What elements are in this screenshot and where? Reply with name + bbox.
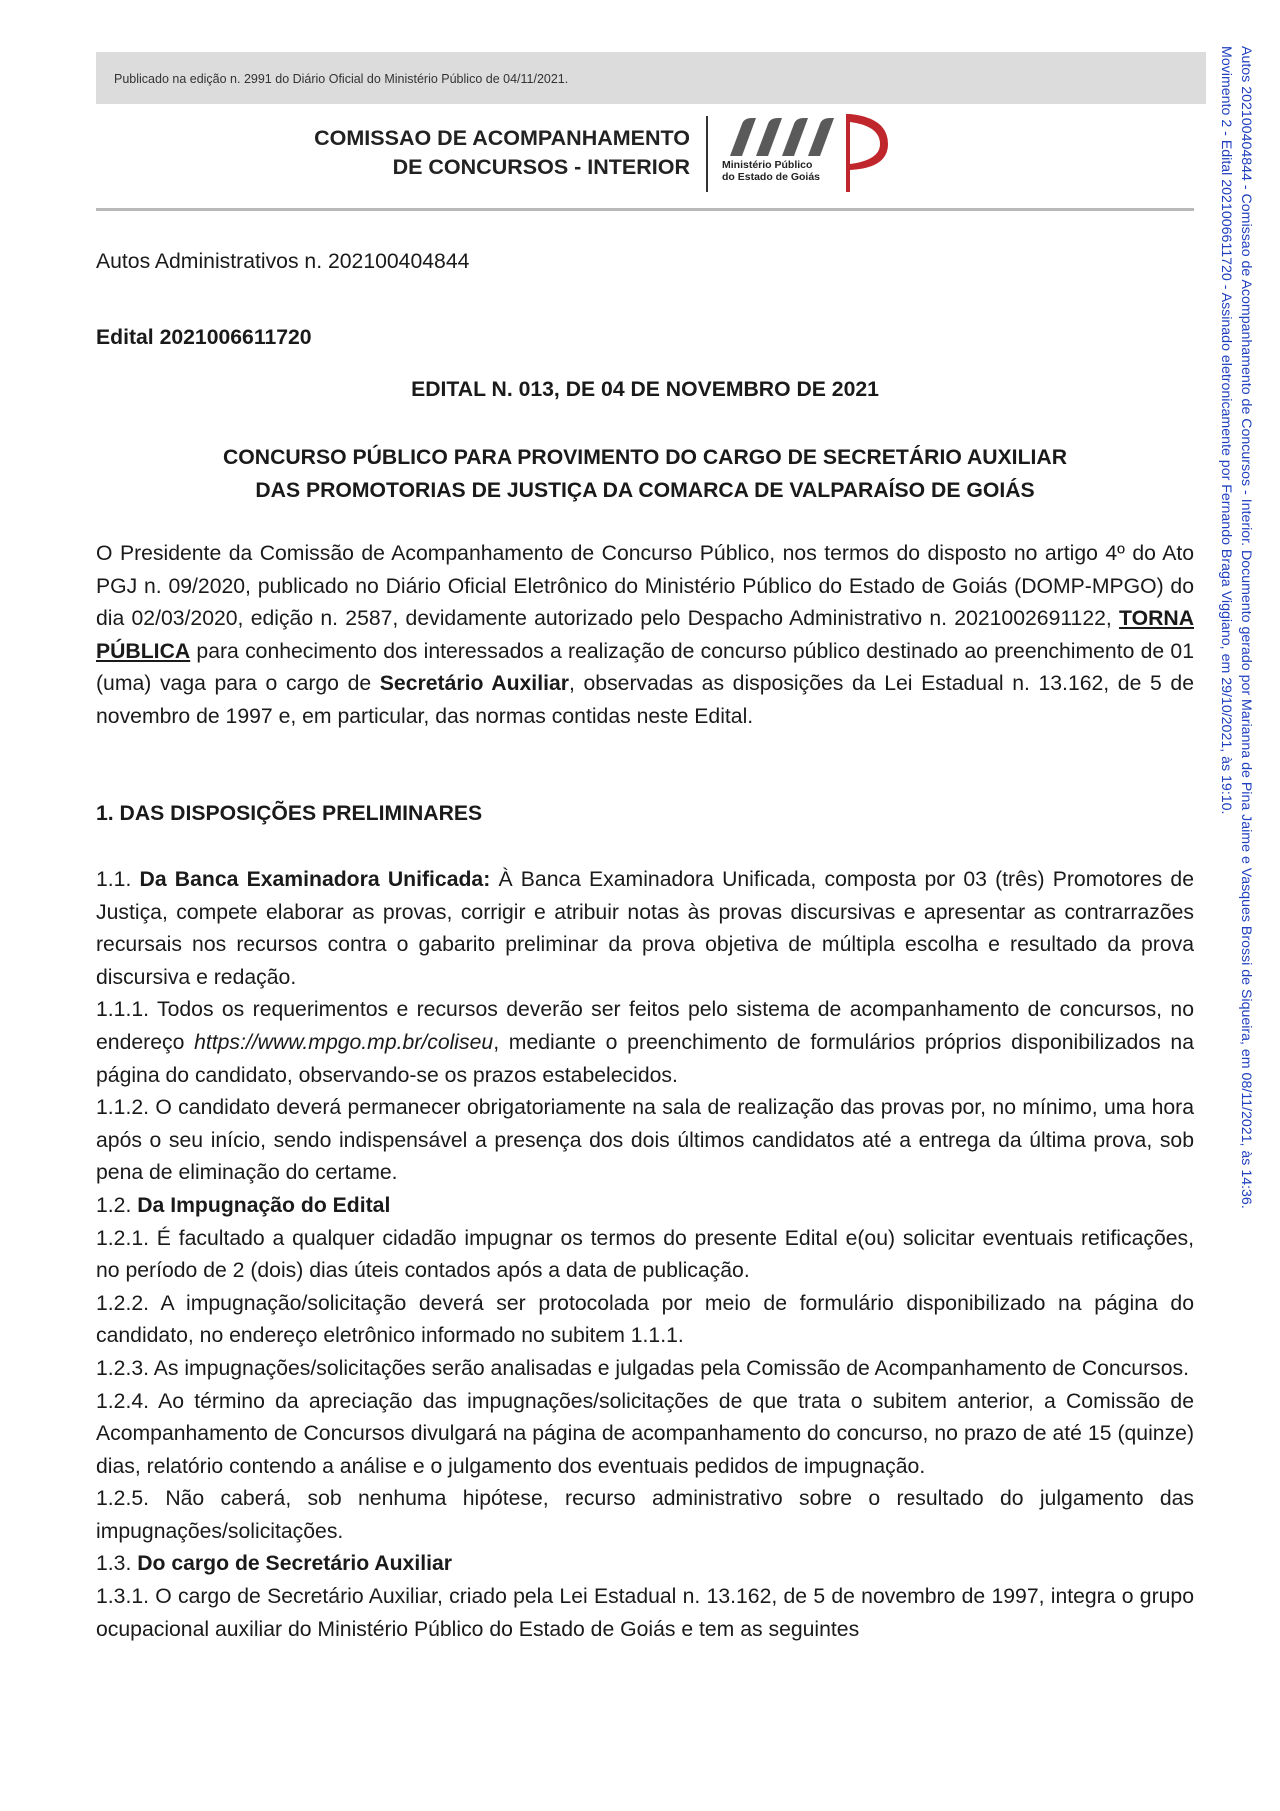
item-1-2 <box>96 1190 1194 1223</box>
item-heading: Da Impugnação do Edital <box>137 1193 391 1217</box>
header-title-line1: COMISSAO DE ACOMPANHAMENTO <box>314 126 690 150</box>
section-1-heading: 1. DAS DISPOSIÇÕES PRELIMINARES <box>96 802 483 825</box>
publication-banner <box>96 52 1206 104</box>
item-1-2-5: 1.2.5. Não caberá, sob nenhuma hipótese, recurso administrativo sobre o resultado do julgamento das impugnações/solicitações. <box>96 1487 1194 1543</box>
item-1-2-4: 1.2.4. Ao término da apreciação das impugnações/solicitações de que trata o subitem anterior, a Comissão de Acompanhamento de Concursos divulgará na página de acompanhamento do concurso, no prazo de até 15 (quinze) dias, relatório contendo a análise e o julgamento dos eventuais pedidos de impugnação. <box>96 1389 1194 1478</box>
item-1-1-1 <box>96 994 1194 1092</box>
edital-id: Edital 2021006611720 <box>96 326 312 349</box>
concurso-title-line1: CONCURSO PÚBLICO PARA PROVIMENTO DO CARGO DE SECRETÁRIO AUXILIAR <box>222 446 1067 469</box>
item-1-2-2: 1.2.2. A impugnação/solicitação deverá ser protocolada por meio de formulário disponibilizado na página do candidato, no endereço eletrônico informado no subitem 1.1.1. <box>96 1291 1194 1348</box>
intro-text-a: O Presidente da Comissão de Acompanhamento de Concurso Público, nos termos do disposto no artigo 4º do Ato PGJ n. 09/2020, publicado no Diário Oficial Eletrônico do Ministério Público do Estado de Goiás (DOMP-MPGO) do dia 02/03/2020, edição n. 2587, devidamente autorizado pelo Despacho Administrativo n. 2021002691122, <box>96 542 1194 631</box>
side-note-line2: Movimento 2 - Edital 2021006611720 - Assinado eletronicamente por Fernando Braga Viggiano, em 29/10/2021, às 19:10. <box>1218 46 1234 815</box>
logo-line1: Ministério Público <box>722 159 813 171</box>
item-1-2-3: 1.2.3. As impugnações/solicitações serão analisadas e julgadas pela Comissão de Acompanhamento de Concursos. <box>96 1356 1189 1380</box>
item-heading: Do cargo de Secretário Auxiliar <box>137 1552 453 1576</box>
item-1-3 <box>96 1548 1194 1581</box>
intro-torna-publica: TORNA PÚBLICA <box>96 607 1194 663</box>
item-1-1 <box>96 864 1194 994</box>
item-1-2-1: 1.2.1. É facultado a qualquer cidadão impugnar os termos do presente Edital e(ou) solicitar eventuais retificações, no período de 2 (dois) dias úteis contados após a data de publicação. <box>96 1226 1194 1283</box>
header-rule <box>96 208 1194 211</box>
autos-reference: Autos Administrativos n. 202100404844 <box>96 250 470 273</box>
item-number: 1.3. <box>96 1552 138 1576</box>
concurso-title-line2: DAS PROMOTORIAS DE JUSTIÇA DA COMARCA DE VALPARAÍSO DE GOIÁS <box>255 479 1035 502</box>
intro-paragraph <box>96 538 1194 734</box>
header-title-line2: DE CONCURSOS - INTERIOR <box>392 155 690 179</box>
section-1-items <box>96 864 1194 1646</box>
header-divider <box>706 116 708 192</box>
item-1-1-2: 1.1.2. O candidato deverá permanecer obrigatoriamente na sala de realização das provas por, no mínimo, uma hora após o seu início, sendo indispensável a presença dos dois últimos candidatos até a entrega da última prova, sob pena de eliminação do certame. <box>96 1096 1194 1185</box>
item-number: 1.1. <box>96 868 140 891</box>
logo-text <box>722 159 820 183</box>
logo-line2: do Estado de Goiás <box>722 171 821 183</box>
intro-text-b: para conhecimento dos interessados a realização de concurso público destinado ao preenchimento de 01 (uma) vaga para o cargo de <box>96 639 1194 696</box>
header-title <box>314 124 690 182</box>
coliseu-url: https://www.mpgo.mp.br/coliseu <box>194 1030 494 1054</box>
edital-title: EDITAL N. 013, DE 04 DE NOVEMBRO DE 2021 <box>411 378 879 401</box>
item-text: 1.1.1. Todos os requerimentos e recursos deverão ser feitos pelo sistema de acompanhamento de concursos, no endereço <box>96 998 1194 1054</box>
item-text: , mediante o preenchimento de formulários próprios disponibilizados na página do candidato, observando-se os prazos estabelecidos. <box>96 1030 1194 1087</box>
publication-note: Publicado na edição n. 2991 do Diário Oficial do Ministério Público de 04/11/2021. <box>114 72 569 86</box>
item-number: 1.2. <box>96 1193 138 1217</box>
intro-cargo: Secretário Auxiliar <box>379 672 569 696</box>
concurso-title <box>96 441 1194 507</box>
item-1-3-1: 1.3.1. O cargo de Secretário Auxiliar, criado pela Lei Estadual n. 13.162, de 5 de novembro de 1997, integra o grupo ocupacional auxiliar do Ministério Público do Estado de Goiás e tem as seguintes <box>96 1585 1194 1641</box>
intro-text-c: , observadas as disposições da Lei Estadual n. 13.162, de 5 de novembro de 1997 e, em particular, das normas contidas neste Edital. <box>96 672 1194 728</box>
item-heading: Da Banca Examinadora Unificada: <box>139 868 491 891</box>
item-text: À Banca Examinadora Unificada, composta por 03 (três) Promotores de Justiça, compete elaborar as provas, corrigir e atribuir notas às provas discursivas e apresentar as contrarrazões recursais nos recursos contra o gabarito preliminar da prova objetiva de múltipla escolha e resultado da prova discursiva e redação. <box>96 868 1194 989</box>
side-note-line1: Autos 202100404844 - Comissao de Acompanhamento de Concursos - Interior. Documento gerado por Marianna de Pina Jaime e Vasques Brossi de Siqueira, em 08/11/2021, às 14:36. <box>1238 46 1254 1209</box>
side-authentication-note <box>1216 46 1256 1346</box>
